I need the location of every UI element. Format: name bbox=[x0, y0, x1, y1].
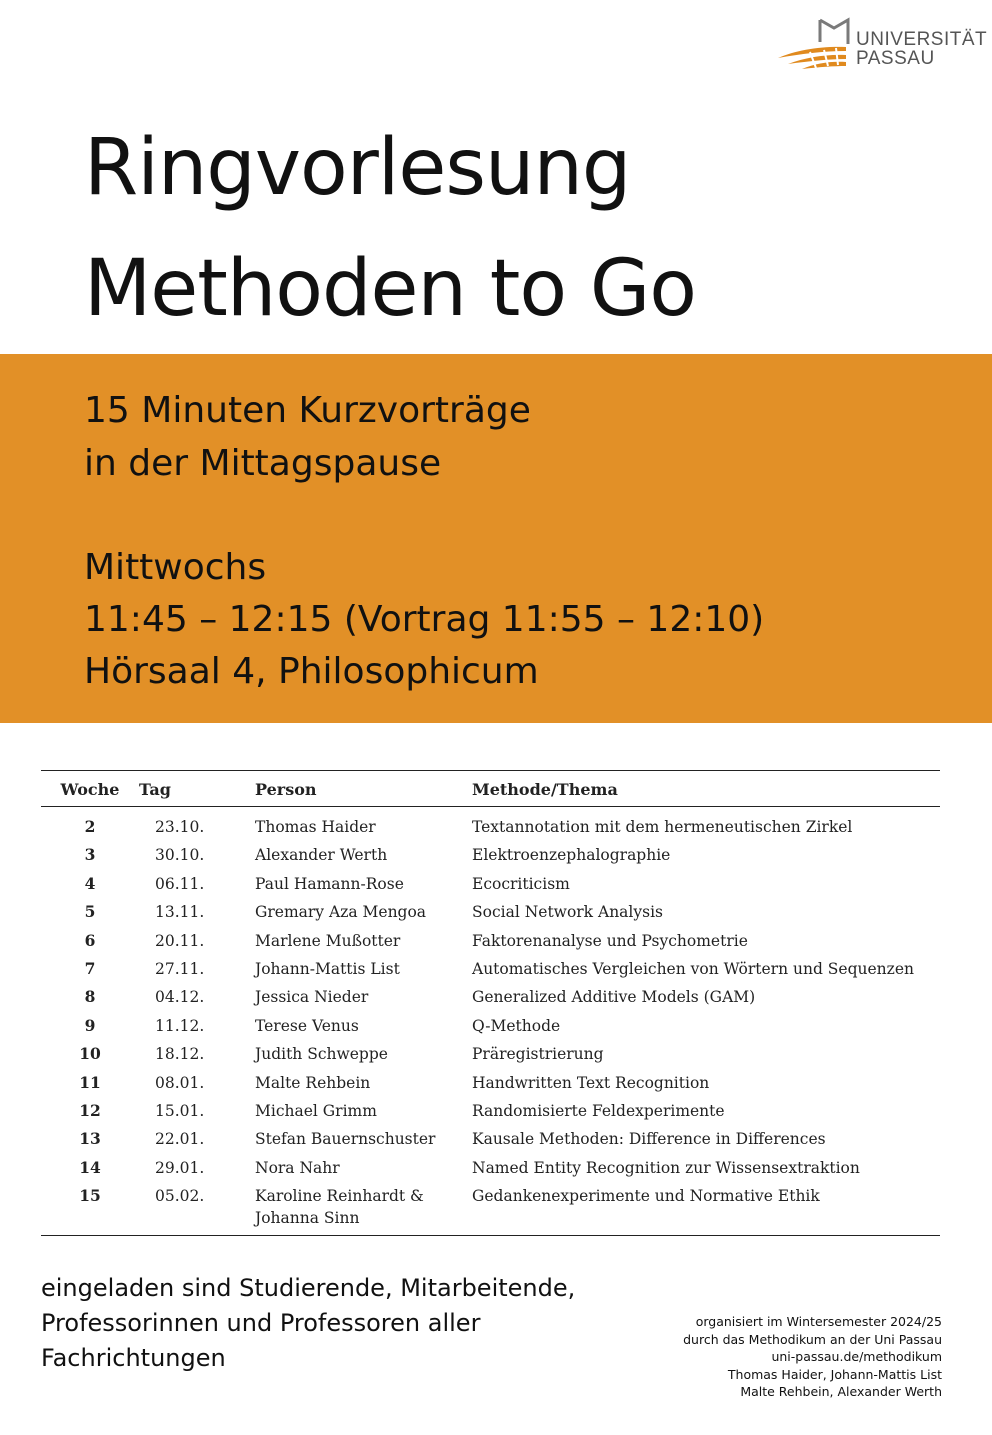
invitation-line: eingeladen sind Studierende, Mitarbeitende, bbox=[41, 1274, 576, 1302]
week-cell-text: 5 bbox=[84, 902, 96, 922]
invitation-line: Professorinnen und Professoren aller bbox=[41, 1309, 481, 1337]
day-cell-text: 04.12. bbox=[155, 988, 205, 1007]
day-cell bbox=[139, 1015, 255, 1043]
header-person: Person bbox=[255, 771, 472, 807]
week-cell-text: 11 bbox=[79, 1072, 101, 1092]
topic-cell-text: Elektroenzephalographie bbox=[472, 846, 671, 865]
person-cell bbox=[255, 1043, 472, 1071]
person-cell bbox=[255, 1128, 472, 1156]
day-cell-text: 20.11. bbox=[155, 931, 205, 950]
week-cell bbox=[41, 986, 139, 1014]
person-cell bbox=[255, 1015, 472, 1043]
organizer-line: durch das Methodikum an der Uni Passau bbox=[683, 1331, 942, 1347]
title-line-2: Methoden to Go bbox=[84, 244, 697, 334]
table-row bbox=[41, 1157, 940, 1185]
day-cell bbox=[139, 958, 255, 986]
topic-cell-text: Social Network Analysis bbox=[472, 903, 664, 922]
topic-cell bbox=[472, 1043, 940, 1071]
day-cell-text: 18.12. bbox=[155, 1045, 205, 1064]
week-cell-text: 14 bbox=[79, 1157, 101, 1177]
person-cell-text: Gremary Aza Mengoa bbox=[255, 903, 427, 922]
table-row bbox=[41, 1072, 940, 1100]
week-cell bbox=[41, 1185, 139, 1236]
person-cell bbox=[255, 1100, 472, 1128]
person-cell-text: Stefan Bauernschuster bbox=[255, 1130, 436, 1149]
topic-cell bbox=[472, 807, 940, 845]
header-week: Woche bbox=[41, 771, 139, 807]
table-row bbox=[41, 1185, 940, 1236]
table-row bbox=[41, 1015, 940, 1043]
table-row bbox=[41, 1100, 940, 1128]
table-row bbox=[41, 930, 940, 958]
topic-cell bbox=[472, 1157, 940, 1185]
person-cell bbox=[255, 1157, 472, 1185]
header-day: Tag bbox=[139, 771, 255, 807]
week-cell-text: 7 bbox=[84, 958, 96, 978]
schedule-table bbox=[41, 770, 940, 1236]
week-cell bbox=[41, 958, 139, 986]
week-cell bbox=[41, 1128, 139, 1156]
topic-cell-text: Named Entity Recognition zur Wissensextraktion bbox=[472, 1158, 860, 1177]
topic-cell bbox=[472, 958, 940, 986]
topic-cell bbox=[472, 1185, 940, 1236]
topic-cell-text: Generalized Additive Models (GAM) bbox=[472, 988, 756, 1007]
topic-cell bbox=[472, 986, 940, 1014]
organizer-line: organisiert im Wintersemester 2024/25 bbox=[695, 1314, 942, 1329]
table-row bbox=[41, 1128, 940, 1156]
person-cell-text: Marlene Mußotter bbox=[255, 931, 401, 950]
day-cell-text: 30.10. bbox=[155, 846, 205, 865]
table-row bbox=[41, 958, 940, 986]
person-cell bbox=[255, 958, 472, 986]
person-cell-text: Alexander Werth bbox=[255, 846, 388, 865]
person-cell-text: Judith Schweppe bbox=[255, 1045, 388, 1064]
day-cell bbox=[139, 986, 255, 1014]
topic-cell bbox=[472, 930, 940, 958]
person-cell-text: Terese Venus bbox=[255, 1016, 359, 1035]
day-cell bbox=[139, 930, 255, 958]
day-cell-text: 06.11. bbox=[155, 874, 205, 893]
day-cell bbox=[139, 901, 255, 929]
topic-cell-text: Gedankenexperimente und Normative Ethik bbox=[472, 1187, 820, 1206]
poster-title bbox=[84, 108, 696, 350]
week-cell bbox=[41, 1043, 139, 1071]
person-cell bbox=[255, 873, 472, 901]
weekday: Mittwochs bbox=[84, 547, 267, 588]
person-cell bbox=[255, 807, 472, 845]
day-cell-text: 08.01. bbox=[155, 1073, 205, 1092]
logo-line-1: UNIVERSITÄT bbox=[856, 29, 988, 50]
week-cell-text: 9 bbox=[84, 1015, 96, 1035]
day-cell bbox=[139, 1185, 255, 1236]
week-cell-text: 12 bbox=[79, 1100, 101, 1120]
week-cell bbox=[41, 807, 139, 845]
topic-cell bbox=[472, 1015, 940, 1043]
person-cell-text: Johann-Mattis List bbox=[255, 959, 400, 978]
organizer-line: Malte Rehbein, Alexander Werth bbox=[740, 1384, 942, 1399]
week-cell-text: 8 bbox=[84, 987, 96, 1007]
table-header-row bbox=[41, 771, 940, 807]
topic-cell-text: Handwritten Text Recognition bbox=[472, 1073, 710, 1092]
day-cell-text: 05.02. bbox=[155, 1187, 205, 1206]
day-cell-text: 23.10. bbox=[155, 818, 205, 836]
week-cell-text: 15 bbox=[79, 1186, 101, 1206]
day-cell-text: 29.01. bbox=[155, 1158, 205, 1177]
table-row bbox=[41, 807, 940, 845]
week-cell bbox=[41, 1157, 139, 1185]
person-cell-text-2: Johanna Sinn bbox=[255, 1209, 360, 1228]
week-cell-text: 6 bbox=[84, 930, 96, 950]
person-cell bbox=[255, 844, 472, 872]
time-slot: 11:45 – 12:15 (Vortrag 11:55 – 12:10) bbox=[84, 599, 765, 640]
topic-cell-text: Kausale Methoden: Difference in Differences bbox=[472, 1130, 826, 1149]
week-cell bbox=[41, 873, 139, 901]
week-cell bbox=[41, 844, 139, 872]
day-cell bbox=[139, 1128, 255, 1156]
week-cell-text: 2 bbox=[84, 817, 96, 836]
week-cell-text: 10 bbox=[79, 1044, 101, 1064]
day-cell bbox=[139, 1157, 255, 1185]
week-cell-text: 3 bbox=[84, 845, 96, 865]
topic-cell bbox=[472, 873, 940, 901]
person-cell-text: Michael Grimm bbox=[255, 1101, 377, 1120]
day-cell bbox=[139, 1043, 255, 1071]
day-cell bbox=[139, 807, 255, 845]
invitation-line: Fachrichtungen bbox=[41, 1344, 226, 1372]
organizer-line: Thomas Haider, Johann-Mattis List bbox=[727, 1366, 942, 1382]
week-cell bbox=[41, 930, 139, 958]
topic-cell-text: Textannotation mit dem hermeneutischen Zirkel bbox=[472, 818, 853, 836]
person-cell bbox=[255, 930, 472, 958]
table-row bbox=[41, 873, 940, 901]
topic-cell bbox=[472, 844, 940, 872]
week-cell bbox=[41, 1072, 139, 1100]
topic-cell-text: Ecocriticism bbox=[472, 874, 570, 893]
day-cell bbox=[139, 873, 255, 901]
topic-cell-text: Randomisierte Feldexperimente bbox=[472, 1101, 725, 1120]
day-cell-text: 11.12. bbox=[155, 1016, 205, 1035]
week-cell bbox=[41, 1015, 139, 1043]
day-cell bbox=[139, 1072, 255, 1100]
organizer-url: uni-passau.de/methodikum bbox=[771, 1349, 942, 1364]
day-cell bbox=[139, 1100, 255, 1128]
table-row bbox=[41, 901, 940, 929]
topic-cell-text: Präregistrierung bbox=[472, 1045, 604, 1064]
subtitle-line: in der Mittagspause bbox=[84, 443, 442, 484]
week-cell-text: 4 bbox=[84, 873, 96, 893]
day-cell-text: 15.01. bbox=[155, 1101, 205, 1120]
person-cell bbox=[255, 901, 472, 929]
info-band bbox=[0, 354, 992, 723]
week-cell bbox=[41, 901, 139, 929]
day-cell-text: 27.11. bbox=[155, 959, 205, 978]
organizer-info bbox=[683, 1313, 942, 1401]
topic-cell-text: Q-Methode bbox=[472, 1016, 561, 1035]
person-cell-text: Malte Rehbein bbox=[255, 1073, 371, 1092]
topic-cell-text: Automatisches Vergleichen von Wörtern und Sequenzen bbox=[472, 959, 914, 978]
person-cell bbox=[255, 1185, 472, 1236]
person-cell-text: Nora Nahr bbox=[255, 1158, 340, 1177]
table-row bbox=[41, 1043, 940, 1071]
week-cell-text: 13 bbox=[79, 1129, 101, 1149]
logo-wordmark bbox=[856, 30, 987, 68]
person-cell-text: Jessica Nieder bbox=[255, 988, 369, 1007]
person-cell bbox=[255, 1072, 472, 1100]
person-cell-text: Thomas Haider bbox=[255, 818, 376, 836]
day-cell-text: 13.11. bbox=[155, 903, 205, 922]
subtitle-line: 15 Minuten Kurzvorträge bbox=[84, 390, 531, 431]
title-line-1: Ringvorlesung bbox=[84, 123, 631, 213]
person-cell bbox=[255, 986, 472, 1014]
topic-cell bbox=[472, 1128, 940, 1156]
location: Hörsaal 4, Philosophicum bbox=[84, 651, 539, 692]
person-cell-text: Karoline Reinhardt & bbox=[255, 1187, 424, 1206]
schedule-body bbox=[41, 807, 940, 1236]
university-logo bbox=[776, 14, 986, 74]
topic-cell bbox=[472, 901, 940, 929]
topic-cell bbox=[472, 1100, 940, 1128]
time-location bbox=[84, 542, 764, 698]
topic-cell bbox=[472, 1072, 940, 1100]
table-row bbox=[41, 986, 940, 1014]
week-cell bbox=[41, 1100, 139, 1128]
topic-cell-text: Faktorenanalyse und Psychometrie bbox=[472, 931, 748, 950]
subtitle bbox=[84, 384, 531, 490]
day-cell bbox=[139, 844, 255, 872]
day-cell-text: 22.01. bbox=[155, 1130, 205, 1149]
table-row bbox=[41, 844, 940, 872]
header-topic: Methode/Thema bbox=[472, 771, 940, 807]
logo-line-2: PASSAU bbox=[856, 48, 935, 69]
person-cell-text: Paul Hamann-Rose bbox=[255, 874, 404, 893]
invitation-text bbox=[41, 1271, 575, 1376]
